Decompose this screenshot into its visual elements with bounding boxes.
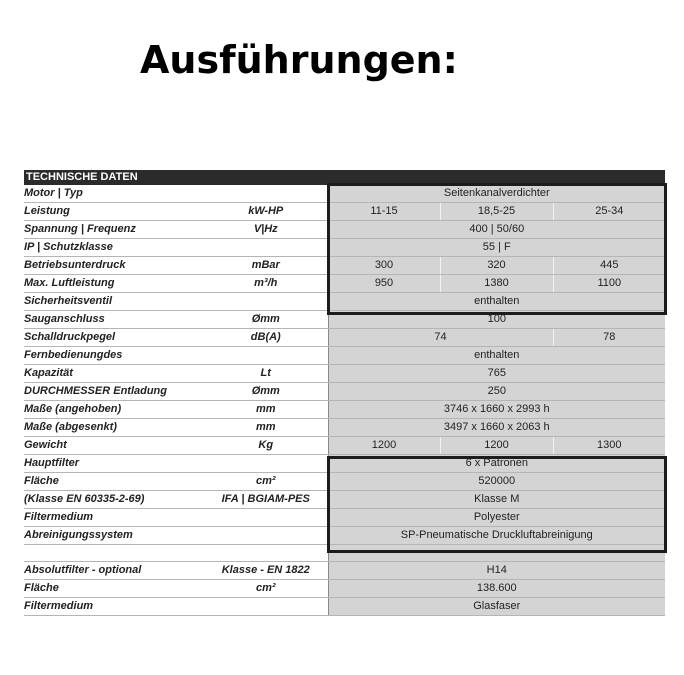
row-value: 520000 [328, 473, 665, 491]
row-label: Absolutfilter - optional [24, 562, 204, 580]
row-unit: cm² [204, 580, 328, 598]
table-row [24, 598, 665, 616]
row-value: Klasse M [328, 491, 665, 509]
table-row [24, 185, 665, 203]
row-value: 74 [328, 329, 553, 347]
row-label: Spannung | Frequenz [24, 221, 204, 239]
row-unit: IFA | BGIAM-PES [204, 491, 328, 509]
table-row [24, 347, 665, 365]
row-unit: m³/h [204, 275, 328, 293]
row-label: Filtermedium [24, 598, 204, 616]
row-value: 55 | F [328, 239, 665, 257]
row-unit [204, 509, 328, 527]
row-unit [204, 527, 328, 545]
table-row [24, 293, 665, 311]
table-row [24, 311, 665, 329]
table-row [24, 203, 665, 221]
table-header-row [24, 170, 665, 185]
table-header: TECHNISCHE DATEN [24, 170, 665, 185]
row-value: 11-15 [328, 203, 440, 221]
row-label: Schalldruckpegel [24, 329, 204, 347]
row-value: 138.600 [328, 580, 665, 598]
row-value: 3497 x 1660 x 2063 h [328, 419, 665, 437]
row-value: 950 [328, 275, 440, 293]
row-unit: Klasse - EN 1822 [204, 562, 328, 580]
row-value: 400 | 50/60 [328, 221, 665, 239]
row-unit: V|Hz [204, 221, 328, 239]
row-value: 320 [440, 257, 553, 275]
row-label: Fläche [24, 580, 204, 598]
row-label: Hauptfilter [24, 455, 204, 473]
table-row [24, 221, 665, 239]
spacer-cell [24, 545, 204, 562]
row-value: H14 [328, 562, 665, 580]
row-value: 445 [553, 257, 665, 275]
row-value: Polyester [328, 509, 665, 527]
row-label: Fläche [24, 473, 204, 491]
row-unit: mBar [204, 257, 328, 275]
table-row [24, 401, 665, 419]
page-title: Ausführungen: [140, 38, 458, 82]
table-row [24, 562, 665, 580]
row-label: Maße (angehoben) [24, 401, 204, 419]
row-value: 765 [328, 365, 665, 383]
row-value: 1200 [328, 437, 440, 455]
row-value: 1100 [553, 275, 665, 293]
row-label: Sicherheitsventil [24, 293, 204, 311]
row-label: Gewicht [24, 437, 204, 455]
table-spacer-row [24, 545, 665, 562]
row-label: (Klasse EN 60335-2-69) [24, 491, 204, 509]
table-row [24, 455, 665, 473]
spacer-cell [328, 545, 665, 562]
row-label: Fernbedienungdes [24, 347, 204, 365]
row-unit: mm [204, 401, 328, 419]
row-label: Kapazität [24, 365, 204, 383]
row-value: 6 x Patronen [328, 455, 665, 473]
row-unit: cm² [204, 473, 328, 491]
technical-data-table [24, 170, 665, 616]
table-row [24, 527, 665, 545]
row-value: SP-Pneumatische Druckluftabreinigung [328, 527, 665, 545]
row-label: IP | Schutzklasse [24, 239, 204, 257]
table-row [24, 329, 665, 347]
row-label: Motor | Typ [24, 185, 204, 203]
row-unit [204, 347, 328, 365]
row-label: Max. Luftleistung [24, 275, 204, 293]
table-row [24, 580, 665, 598]
table-row [24, 419, 665, 437]
row-unit [204, 185, 328, 203]
row-label: Leistung [24, 203, 204, 221]
row-value: Glasfaser [328, 598, 665, 616]
row-value: 25-34 [553, 203, 665, 221]
table-row [24, 491, 665, 509]
row-unit: Ømm [204, 383, 328, 401]
table-row [24, 257, 665, 275]
table-row [24, 437, 665, 455]
row-unit [204, 239, 328, 257]
row-unit: Ømm [204, 311, 328, 329]
table-row [24, 239, 665, 257]
row-label: Betriebsunterdruck [24, 257, 204, 275]
table-row [24, 365, 665, 383]
spacer-cell [204, 545, 328, 562]
row-unit [204, 455, 328, 473]
table-row [24, 383, 665, 401]
row-label: Maße (abgesenkt) [24, 419, 204, 437]
row-value: 250 [328, 383, 665, 401]
row-value: 18,5-25 [440, 203, 553, 221]
table-row [24, 275, 665, 293]
table-row [24, 473, 665, 491]
row-unit: dB(A) [204, 329, 328, 347]
row-unit [204, 293, 328, 311]
row-unit: Kg [204, 437, 328, 455]
row-value: 1200 [440, 437, 553, 455]
row-value: 1380 [440, 275, 553, 293]
row-unit [204, 598, 328, 616]
row-value: 1300 [553, 437, 665, 455]
row-value: enthalten [328, 347, 665, 365]
row-value: 300 [328, 257, 440, 275]
row-unit: Lt [204, 365, 328, 383]
row-label: Abreinigungssystem [24, 527, 204, 545]
row-value: enthalten [328, 293, 665, 311]
row-value: 78 [553, 329, 665, 347]
row-value: 3746 x 1660 x 2993 h [328, 401, 665, 419]
row-value: 100 [328, 311, 665, 329]
row-label: DURCHMESSER Entladung [24, 383, 204, 401]
row-value: Seitenkanalverdichter [328, 185, 665, 203]
table-row [24, 509, 665, 527]
row-unit: kW-HP [204, 203, 328, 221]
row-unit: mm [204, 419, 328, 437]
row-label: Sauganschluss [24, 311, 204, 329]
row-label: Filtermedium [24, 509, 204, 527]
